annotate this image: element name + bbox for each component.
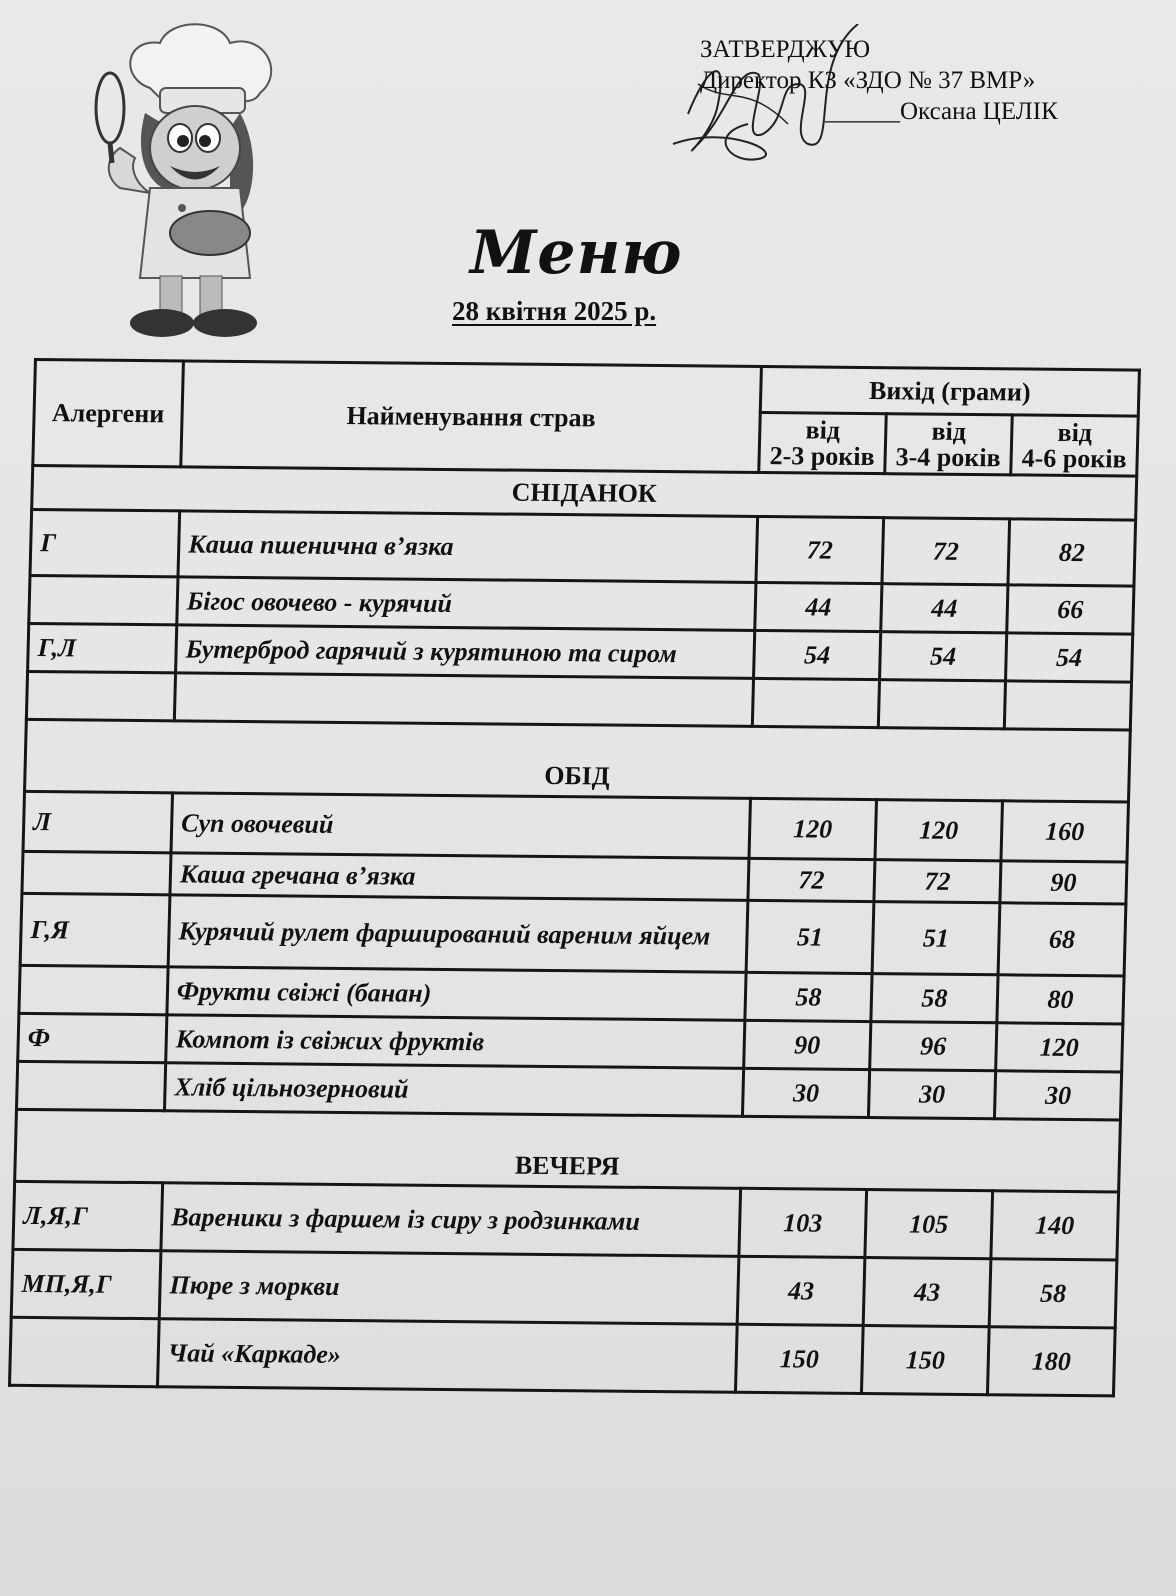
dish-name-cell: Компот із свіжих фруктів [166, 1015, 745, 1069]
menu-table [8, 358, 1141, 1397]
dish-name-cell: Курячий рулет фарширований вареним яйцем [168, 895, 748, 973]
output-3-4-cell: 105 [865, 1190, 993, 1259]
header-age-4-6: від 4-6 років [1011, 415, 1139, 476]
output-3-4-cell: 30 [868, 1070, 995, 1119]
output-4-6-cell: 120 [996, 1023, 1123, 1072]
allergen-cell: МП,Я,Г [11, 1249, 161, 1318]
approval-heading: ЗАТВЕРДЖУЮ [700, 36, 871, 63]
approval-block [700, 34, 1058, 127]
section-row [15, 1109, 1121, 1192]
allergen-cell: Г [30, 509, 180, 576]
allergen-cell [26, 671, 175, 720]
approval-name: ______Оксана ЦЕЛІК [825, 98, 1058, 125]
output-3-4-cell: 150 [861, 1326, 989, 1395]
output-2-3-cell: 103 [739, 1188, 867, 1257]
allergen-cell: Л,Я,Г [13, 1181, 163, 1250]
output-2-3-cell: 72 [748, 858, 875, 901]
section-title: ОБІД [25, 719, 1131, 802]
menu-date: 28 квітня 2025 р. [452, 296, 657, 326]
output-4-6-cell: 54 [1006, 633, 1133, 682]
allergen-cell [9, 1317, 159, 1386]
output-4-6-cell [1004, 681, 1131, 730]
menu-body [9, 465, 1136, 1395]
table-row [11, 1249, 1117, 1328]
allergen-cell [22, 851, 171, 894]
output-3-4-cell: 54 [880, 632, 1007, 681]
table-row [30, 509, 1136, 586]
output-3-4-cell: 44 [881, 584, 1008, 633]
allergen-cell: Л [23, 791, 173, 852]
output-4-6-cell: 160 [1001, 801, 1129, 862]
dish-name-cell [174, 673, 753, 727]
output-2-3-cell: 120 [749, 798, 877, 859]
header-output: Вихід (грами) [760, 366, 1139, 416]
section-title: ВЕЧЕРЯ [15, 1109, 1121, 1192]
header-allergens: Алергени [33, 360, 184, 467]
section-row [25, 719, 1131, 802]
section-title: СНІДАНОК [32, 465, 1137, 520]
page-title: Меню [470, 218, 683, 288]
output-3-4-cell: 72 [874, 860, 1001, 903]
output-2-3-cell: 90 [744, 1020, 871, 1069]
output-4-6-cell: 90 [1000, 861, 1127, 904]
output-4-6-cell: 66 [1007, 585, 1134, 634]
output-4-6-cell: 68 [998, 903, 1126, 976]
output-2-3-cell: 54 [754, 630, 881, 679]
allergen-cell [19, 965, 168, 1014]
dish-name-cell: Хліб цільнозерновий [164, 1063, 743, 1117]
dish-name-cell: Каша гречана в’язка [170, 853, 749, 901]
output-2-3-cell: 44 [755, 582, 882, 631]
table-row [23, 791, 1128, 862]
dish-name-cell: Каша пшенична в’язка [178, 511, 758, 583]
allergen-cell: Г,Л [28, 623, 177, 672]
output-4-6-cell: 180 [987, 1327, 1115, 1396]
output-2-3-cell: 43 [737, 1256, 865, 1325]
output-4-6-cell: 58 [989, 1259, 1117, 1328]
allergen-cell: Ф [18, 1013, 167, 1062]
output-3-4-cell [878, 680, 1005, 729]
output-2-3-cell [752, 678, 879, 727]
dish-name-cell: Бігос овочево - курячий [177, 577, 756, 631]
output-3-4-cell: 58 [871, 974, 998, 1023]
output-3-4-cell: 96 [870, 1022, 997, 1071]
dish-name-cell: Суп овочевий [171, 793, 750, 859]
table-row [13, 1181, 1119, 1260]
output-4-6-cell: 30 [994, 1071, 1121, 1120]
table-row [9, 1317, 1115, 1396]
allergen-cell [29, 575, 178, 624]
allergen-cell [16, 1061, 165, 1110]
output-3-4-cell: 51 [872, 902, 1000, 975]
output-2-3-cell: 51 [746, 900, 874, 973]
output-2-3-cell: 30 [742, 1068, 869, 1117]
header-age-3-4: від 3-4 років [885, 414, 1013, 475]
approval-director: Директор КЗ «ЗДО № 37 ВМР» [700, 67, 1036, 94]
output-4-6-cell: 140 [991, 1191, 1119, 1260]
output-2-3-cell: 150 [735, 1324, 863, 1393]
header-dish: Найменування страв [181, 361, 762, 473]
header-age-2-3: від 2-3 років [759, 412, 887, 473]
dish-name-cell: Фрукти свіжі (банан) [167, 967, 746, 1021]
allergen-cell: Г,Я [20, 893, 170, 966]
output-2-3-cell: 58 [745, 972, 872, 1021]
output-3-4-cell: 43 [863, 1258, 991, 1327]
dish-name-cell: Чай «Каркаде» [157, 1319, 737, 1393]
output-3-4-cell: 72 [882, 518, 1010, 585]
table-row [20, 893, 1126, 976]
output-4-6-cell: 82 [1008, 519, 1136, 586]
dish-name-cell: Бутерброд гарячий з курятиною та сиром [176, 625, 755, 679]
output-2-3-cell: 72 [756, 516, 884, 583]
output-4-6-cell: 80 [997, 975, 1124, 1024]
dish-name-cell: Вареники з фаршем із сиру з родзинками [161, 1183, 741, 1257]
chef-illustration [90, 18, 300, 348]
output-3-4-cell: 120 [875, 800, 1003, 861]
dish-name-cell: Пюре з моркви [159, 1251, 739, 1325]
